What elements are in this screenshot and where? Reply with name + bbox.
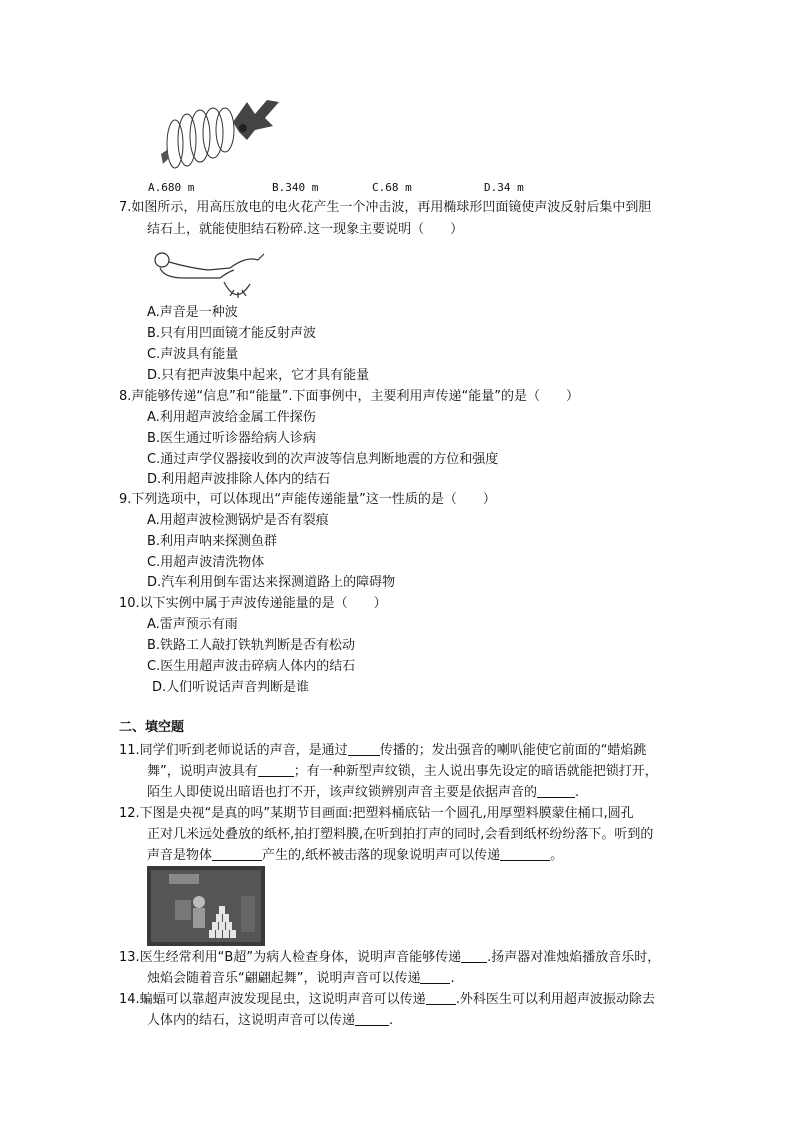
q11-text-2b: ；有一种新型声纹锁，主人说出事先设定的暗语就能把锁打开， — [293, 764, 658, 779]
q11-blank-1[interactable] — [348, 741, 380, 756]
section-fill-in-heading: 二、填空题 — [119, 720, 185, 735]
q8-option-a: A.利用超声波给金属工件探伤 — [147, 410, 316, 425]
q10-option-a: A.雷声预示有雨 — [147, 617, 238, 632]
q11-text-3a: 陌生人即使说出暗语也打不开，该声纹锁辨别声音主要是依据声音的 — [147, 785, 538, 800]
q12-blank-1[interactable] — [212, 846, 262, 861]
q8-option-c: C.通过声学仪器接收到的次声波等信息判断地震的方位和强度 — [147, 452, 499, 467]
bat-echolocation-figure — [155, 96, 283, 174]
q6-option-d: D.34 m — [484, 181, 524, 194]
q9-option-a: A.用超声波检测锅炉是否有裂痕 — [147, 513, 329, 528]
q14-text-2b: . — [389, 1013, 394, 1028]
q8-option-b: B.医生通过听诊器给病人诊病 — [147, 431, 317, 446]
q12-text-3a: 声音是物体 — [147, 848, 213, 863]
tv-show-photo — [147, 866, 265, 946]
q12-line1: 12.下图是央视“是真的吗”某期节目画面:把塑料桶底钻一个圆孔,用厚塑料膜蒙住桶口,圆孔 — [119, 806, 634, 821]
q10-option-b: B.铁路工人敲打铁轨判断是否有松动 — [147, 638, 356, 653]
q14-text-1b: .外科医生可以利用超声波振动除去 — [455, 992, 655, 1007]
q11-line2 — [147, 762, 658, 782]
q14-line1 — [119, 990, 655, 1010]
q11-text-3b: . — [575, 785, 580, 800]
q14-text-2a: 人体内的结石，这说明声音可以传递 — [147, 1013, 356, 1028]
q12-line2: 正对几米远处叠放的纸杯,拍打塑料膜,在听到拍打声的同时,会看到纸杯纷纷落下。听到的 — [147, 827, 654, 842]
q9-option-b: B.利用声呐来探测鱼群 — [147, 534, 278, 549]
q14-line2 — [147, 1011, 393, 1031]
q11-text-1b: 传播的；发出强音的喇叭能使它前面的“蜡焰跳 — [379, 743, 647, 758]
q11-text-2a: 舞”，说明声波具有 — [147, 764, 258, 779]
q13-blank-2[interactable] — [420, 969, 450, 984]
q13-line2 — [147, 969, 455, 989]
q13-text-1b: .扬声器对准烛焰播放音乐时， — [487, 950, 661, 965]
q6-option-c: C.68 m — [372, 181, 412, 194]
q14-blank-1[interactable] — [426, 990, 456, 1005]
q10-stem: 10.以下实例中属于声波传递能量的是（ ） — [119, 596, 387, 611]
q14-blank-2[interactable] — [355, 1011, 389, 1026]
q8-option-d: D.利用超声波排除人体内的结石 — [147, 472, 331, 487]
q7-option-a: A.声音是一种波 — [147, 305, 238, 320]
q8-stem: 8.声能够传递“信息”和“能量”.下面事例中，主要利用声传递“能量”的是（ ） — [119, 389, 579, 404]
q12-blank-2[interactable] — [500, 846, 550, 861]
q11-text-1a: 11.同学们听到老师说话的声音，是通过 — [119, 743, 348, 758]
q10-option-d: D.人们听说话声音判断是谁 — [152, 680, 310, 695]
q13-text-1a: 13.医生经常利用“B超”为病人检查身体，说明声音能够传递 — [119, 950, 462, 965]
q6-option-b: B.340 m — [272, 181, 319, 194]
q13-line1 — [119, 948, 660, 968]
q11-blank-2[interactable] — [258, 762, 294, 777]
q11-line3 — [147, 783, 579, 803]
q13-blank-1[interactable] — [461, 948, 487, 963]
q13-text-2a: 烛焰会随着音乐“翩翩起舞”，说明声音可以传递 — [147, 971, 421, 986]
q14-text-1a: 14.蝙蝠可以靠超声波发现昆虫，这说明声音可以传递 — [119, 992, 426, 1007]
q9-option-c: C.用超声波清洗物体 — [147, 555, 265, 570]
q13-text-2b: . — [450, 971, 455, 986]
q11-line1 — [119, 741, 646, 761]
patient-lithotripsy-figure — [150, 248, 270, 302]
q12-line3 — [147, 846, 563, 866]
q7-stem-line2: 结石上，就能使胆结石粉碎.这一现象主要说明（ ） — [147, 222, 464, 237]
q10-option-c: C.医生用超声波击碎病人体内的结石 — [147, 659, 356, 674]
q7-stem-line1: 7.如图所示，用高压放电的电火花产生一个冲击波，再用椭球形凹面镜使声波反射后集中到胆 — [119, 200, 652, 215]
q6-option-a: A.680 m — [148, 181, 195, 194]
q11-blank-3[interactable] — [537, 783, 575, 798]
q7-option-b: B.只有用凹面镜才能反射声波 — [147, 326, 317, 341]
q12-text-3c: 。 — [550, 848, 564, 863]
q12-text-3b: 产生的,纸杯被击落的现象说明声可以传递 — [262, 848, 501, 863]
q9-stem: 9.下列选项中，可以体现出“声能传递能量”这一性质的是（ ） — [119, 492, 496, 507]
q7-option-d: D.只有把声波集中起来，它才具有能量 — [147, 368, 370, 383]
q7-option-c: C.声波具有能量 — [147, 347, 239, 362]
q9-option-d: D.汽车利用倒车雷达来探测道路上的障碍物 — [147, 575, 396, 590]
